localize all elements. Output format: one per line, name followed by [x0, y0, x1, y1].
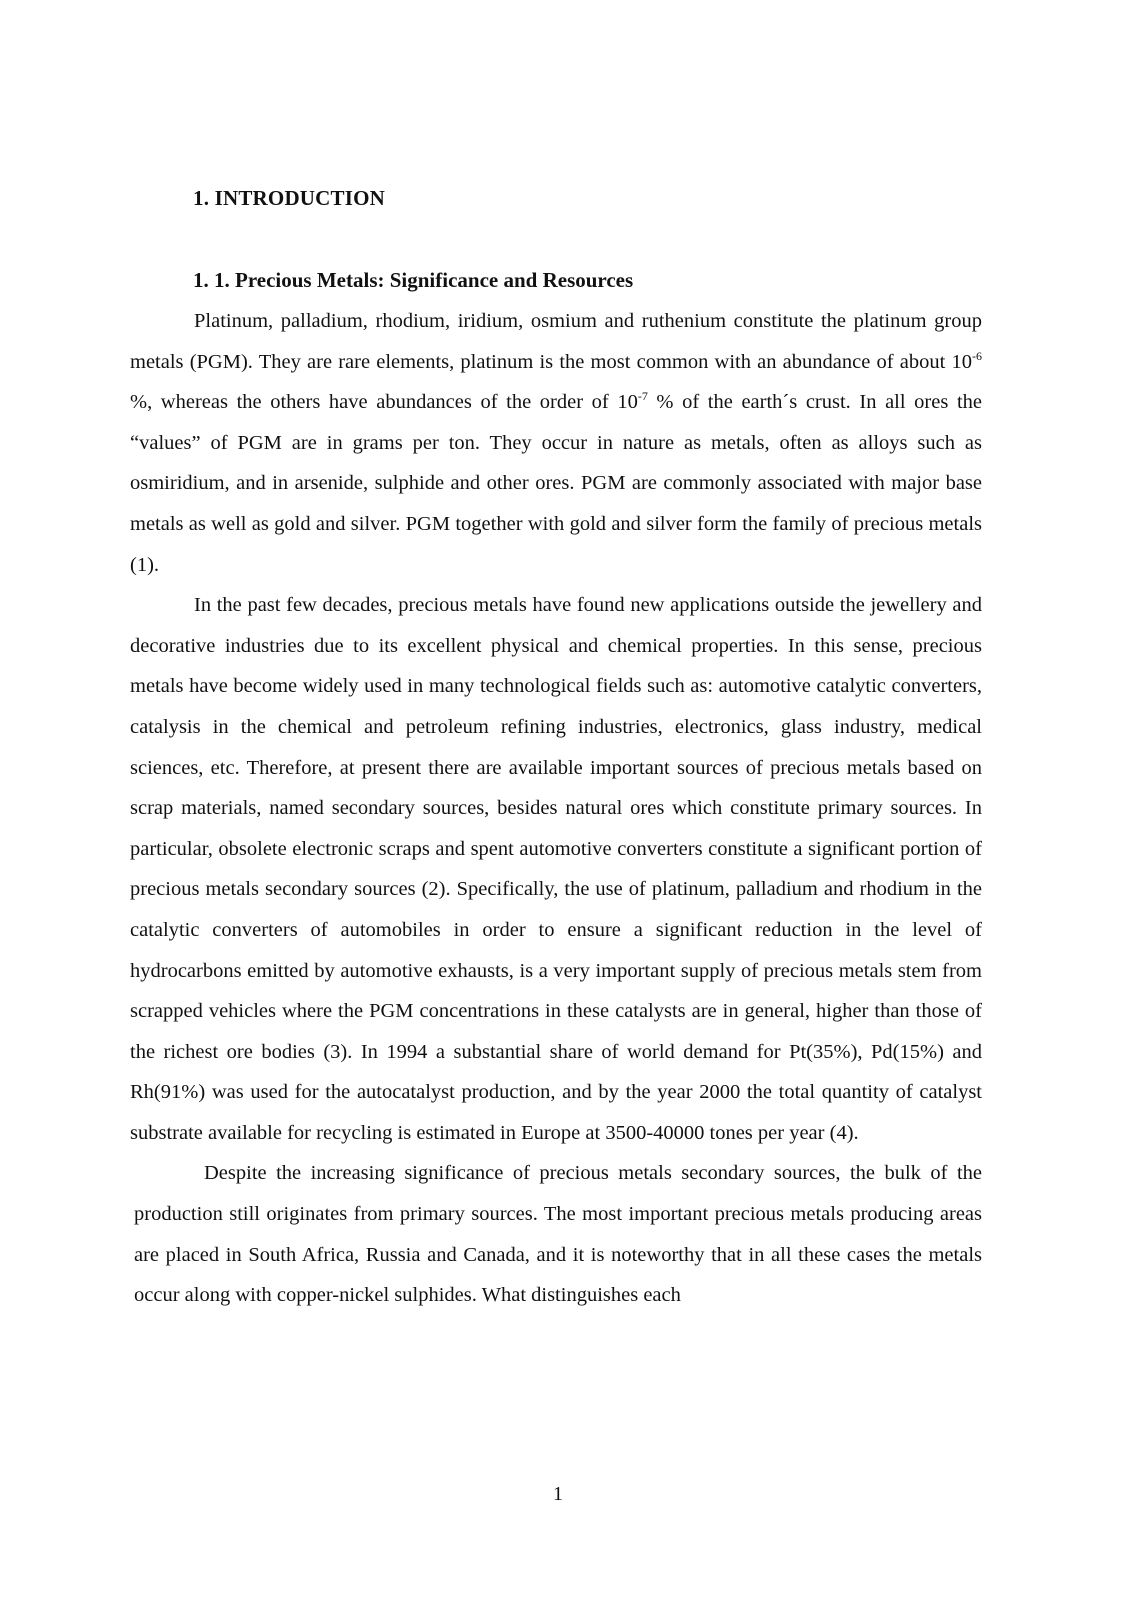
chapter-title: 1. INTRODUCTION — [193, 186, 386, 210]
body-text — [130, 301, 982, 1316]
paragraph-1-part-1: Platinum, palladium, rhodium, iridium, osmium and ruthenium constitute the platinum group metals (PGM). They are rare elements, platinum is the most common with an abundance of about 10 — [130, 310, 982, 373]
superscript-exponent-1: -6 — [972, 348, 982, 363]
paragraph-2: In the past few decades, precious metals have found new applications outside the jewellery and decorative industries due to its excellent physical and chemical properties. In this sense, precious metals have become widely used in many technological fields such as: automotive catalytic converters, catalysis in the chemical and petroleum refining industries, electronics, glass industry, medical sciences, etc. Therefore, at present there are available important sources of precious metals based on scrap materials, named secondary sources, besides natural ores which constitute primary sources. In particular, obsolete electronic scraps and spent automotive converters constitute a significant portion of precious metals secondary sources (2). Specifically, the use of platinum, palladium and rhodium in the catalytic converters of automobiles in order to ensure a significant reduction in the level of hydrocarbons emitted by automotive exhausts, is a very important supply of precious metals stem from scrapped vehicles where the PGM concentrations in these catalysts are in general, higher than those of the richest ore bodies (3). In 1994 a substantial share of world demand for Pt(35%), Pd(15%) and Rh(91%) was used for the autocatalyst production, and by the year 2000 the total quantity of catalyst substrate available for recycling is estimated in Europe at 3500-40000 tones per year (4). — [130, 594, 982, 1144]
paragraph-1 — [130, 301, 982, 585]
paragraph-1-part-3: % of the earth´s crust. In all ores the “values” of PGM are in grams per ton. They occur in nature as metals, often as alloys such as osmiridium, and in arsenide, sulphide and other ores. PGM are commonly associated with major base metals as well as gold and silver. PGM together with gold and silver form the family of precious metals (1). — [130, 391, 982, 576]
paragraph-1-part-2: %, whereas the others have abundances of the order of 10 — [130, 391, 638, 414]
superscript-exponent-2: -7 — [637, 389, 648, 404]
page-number: 1 — [553, 1483, 563, 1505]
section-title: 1. 1. Precious Metals: Significance and Resources — [193, 268, 634, 292]
paragraph-3: Despite the increasing significance of precious metals secondary sources, the bulk of the production still originates from primary sources. The most important precious metals producing areas are placed in South Africa, Russia and Canada, and it is noteworthy that in all these cases the metals occur along with copper-nickel sulphides. What distinguishes each — [134, 1162, 982, 1307]
